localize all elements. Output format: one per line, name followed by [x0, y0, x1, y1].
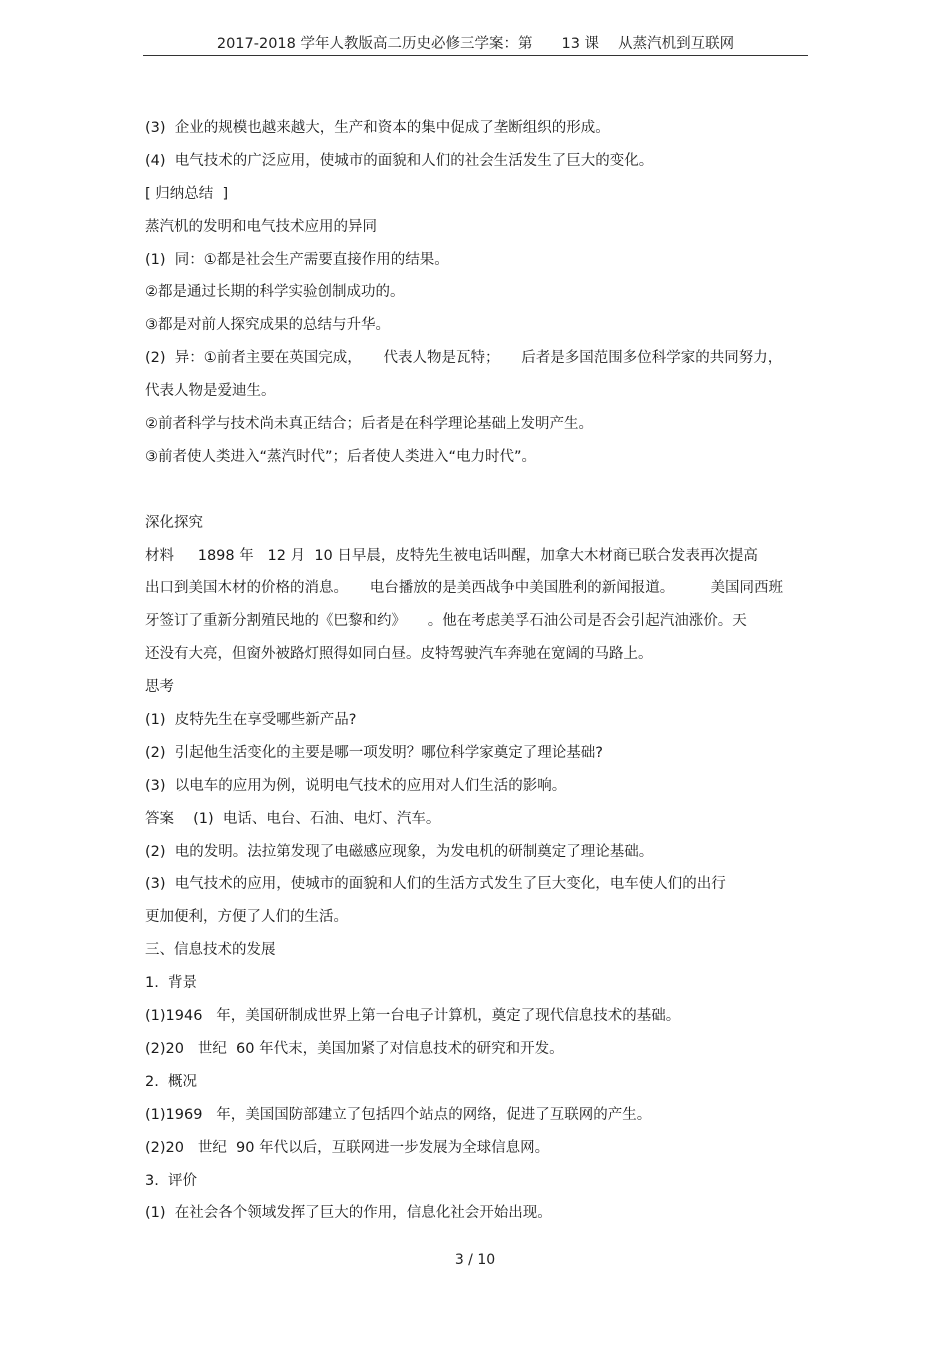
section-label: 思考	[145, 679, 174, 696]
text-line: 材料 1898 年 12 月 10 日早晨，皮特先生被电话叫醒，加拿大木材商已联合发表再次提高	[145, 547, 758, 564]
text-line: (3) 电气技术的应用，使城市的面貌和人们的生活方式发生了巨大变化，电车使人们的出行	[145, 876, 726, 893]
text-line: (2) 异：①前者主要在英国完成， 代表人物是瓦特； 后者是多国范围多位科学家的共同努力，	[145, 350, 783, 367]
text-line: 更加便利，方便了人们的生活。	[145, 909, 348, 926]
text-line: 蒸汽机的发明和电气技术应用的异同	[145, 218, 377, 235]
text-line: (4) 电气技术的广泛应用，使城市的面貌和人们的社会生活发生了巨大的变化。	[145, 152, 654, 169]
text-line: (1) 皮特先生在享受哪些新产品?	[145, 712, 357, 729]
page-number: 3 / 10	[454, 1252, 496, 1268]
text-line: 答案 (1) 电话、电台、石油、电灯、汽车。	[145, 810, 441, 827]
header-divider	[143, 55, 808, 56]
paragraph-gap	[145, 474, 825, 507]
text-line: 出口到美国木材的价格的消息。 电台播放的是美西战争中美国胜利的新闻报道。 美国同西班	[145, 580, 783, 597]
text-line: (2) 电的发明。法拉第发现了电磁感应现象，为发电机的研制奠定了理论基础。	[145, 843, 654, 860]
section-heading: 三、信息技术的发展	[145, 942, 276, 959]
subsection-heading: 3. 评价	[145, 1172, 198, 1189]
text-line: (2)20 世纪 90 年代以后，互联网进一步发展为全球信息网。	[145, 1139, 550, 1156]
text-line: ③都是对前人探究成果的总结与升华。	[145, 317, 390, 334]
text-line: 代表人物是爱迪生。	[145, 383, 276, 400]
text-line: 还没有大亮，但窗外被路灯照得如同白昼。皮特驾驶汽车奔驰在宽阔的马路上。	[145, 646, 653, 663]
text-line: 牙签订了重新分割殖民地的《巴黎和约》 。他在考虑美孚石油公司是否会引起汽油涨价。天	[145, 613, 747, 630]
text-line: (1)1969 年，美国国防部建立了包括四个站点的网络，促进了互联网的产生。	[145, 1106, 652, 1123]
section-label: 深化探究	[145, 514, 203, 531]
text-line: ③前者使人类进入“蒸汽时代”；后者使人类进入“电力时代”。	[145, 448, 537, 465]
text-line: (1) 在社会各个领域发挥了巨大的作用，信息化社会开始出现。	[145, 1205, 552, 1222]
text-line: (1) 同：①都是社会生产需要直接作用的结果。	[145, 251, 449, 268]
text-line: (2) 引起他生活变化的主要是哪一项发明？哪位科学家奠定了理论基础?	[145, 744, 603, 761]
document-body	[145, 112, 825, 1230]
text-line: (3) 企业的规模也越来越大，生产和资本的集中促成了垄断组织的形成。	[145, 120, 610, 136]
text-line: ②都是通过长期的科学实验创制成功的。	[145, 284, 405, 301]
text-line: ②前者科学与技术尚未真正结合；后者是在科学理论基础上发明产生。	[145, 416, 593, 433]
page-header: 2017-2018 学年人教版高二历史必修三学案：第 13 课 从蒸汽机到互联网	[216, 36, 735, 52]
text-line: (1)1946 年，美国研制成世界上第一台电子计算机，奠定了现代信息技术的基础。	[145, 1008, 681, 1025]
subsection-heading: 1. 背景	[145, 975, 198, 992]
text-line: (2)20 世纪 60 年代末，美国加紧了对信息技术的研究和开发。	[145, 1040, 564, 1057]
section-label: [ 归纳总结 ]	[145, 185, 229, 202]
subsection-heading: 2. 概况	[145, 1073, 198, 1090]
text-line: (3) 以电车的应用为例，说明电气技术的应用对人们生活的影响。	[145, 777, 567, 794]
